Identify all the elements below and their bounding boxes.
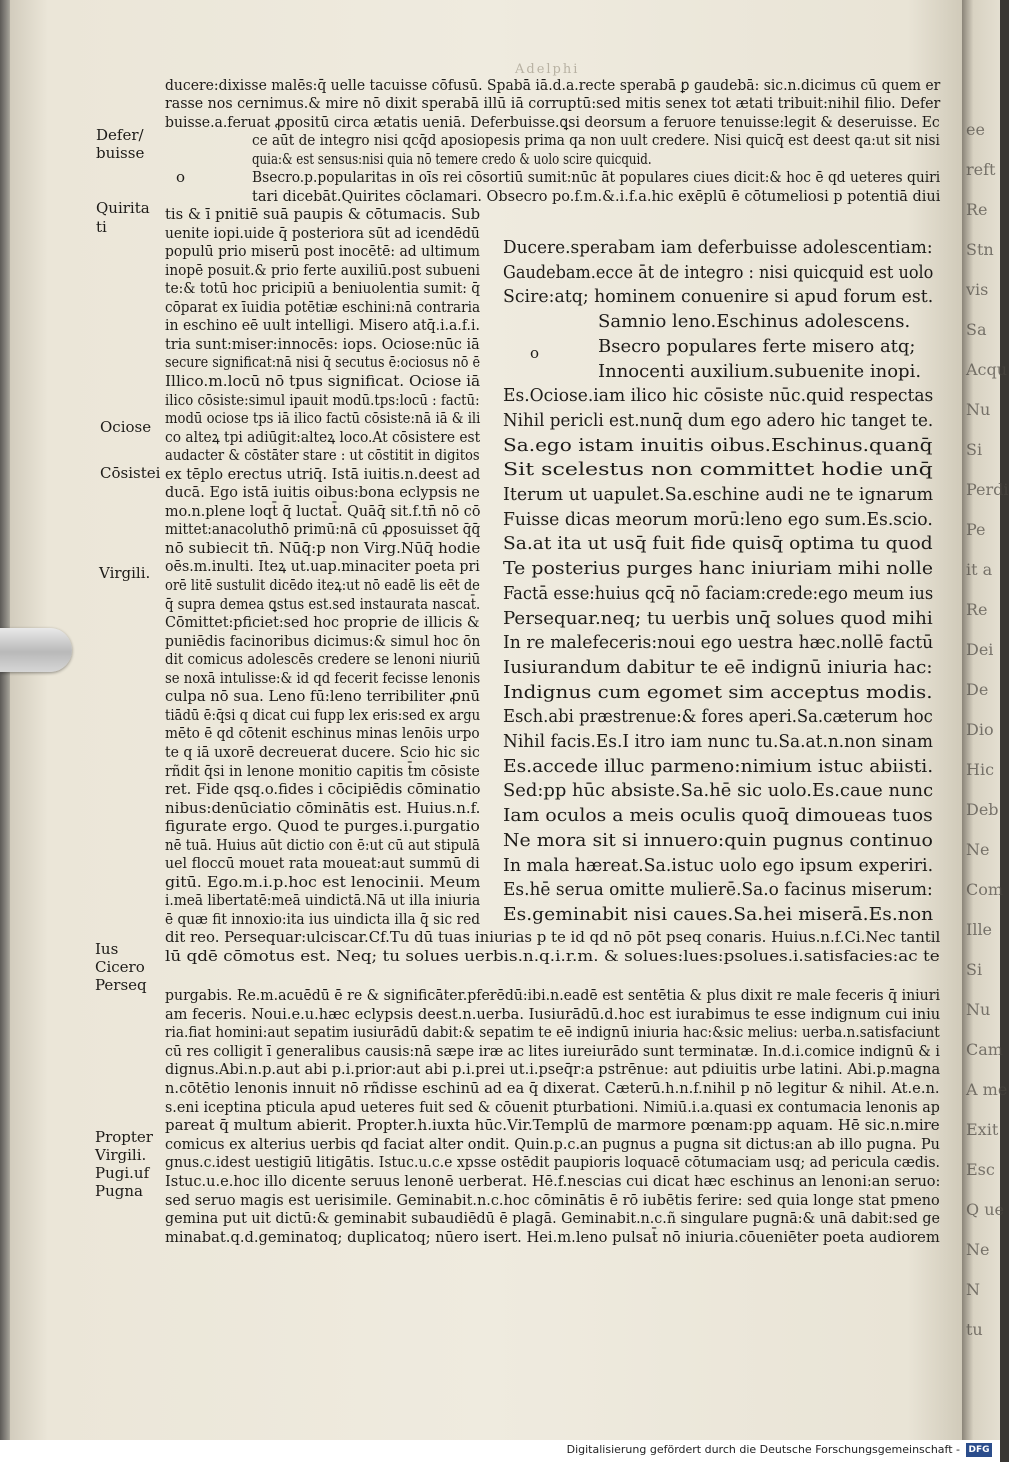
initial-guide-letter: o: [530, 344, 540, 362]
commentary-line: mittet:anacoluthō primū:nā cū ꝓposuisset q̄q̄: [165, 520, 481, 539]
verse-line: Bsecro populares ferte misero atq;: [598, 335, 916, 357]
commentary-line: uel floccū mouet rata moueat:aut summū di: [165, 854, 480, 873]
adjacent-page-fragment: Hic: [966, 760, 995, 779]
commentary-line: dit comicus adolescēs credere se lenoni niuriū: [165, 650, 481, 669]
commentary-line: puniēdis facinoribus dicimus:& simul hoc ōn: [165, 631, 481, 650]
margin-note: Propter: [95, 1128, 153, 1146]
commentary-line: mēto ē qd cōtenit eschinus minas lenōis urpo: [165, 724, 480, 743]
commentary-line: purgabis. Re.m.acuēdū ē re & significāter.pferēdū:ibi.n.eadē est sentētia & plus dixit re male feceris q̄ iniuri: [165, 986, 940, 1004]
adjacent-page-fragment: Dei: [966, 640, 994, 659]
margin-note: Virgili.: [99, 564, 151, 582]
verse-line: Sa.at ita ut usq̄ fuit fide quisq̄ optima tu quod: [503, 533, 933, 555]
dfg-logo: DFG: [966, 1443, 992, 1457]
commentary-line: nō subiecit tn̄. Nūq̄:p non Virg.Nūq̄ hodie: [165, 538, 481, 557]
commentary-line: culpa nō sua. Leno fū:leno terribiliter ꝓnū: [165, 687, 480, 706]
margin-note: Cōsistei: [100, 464, 161, 482]
verse-line: Es.hē serua omitte mulierē.Sa.o facinus miserum:: [503, 879, 933, 901]
adjacent-page-fragment: Re: [966, 200, 988, 219]
commentary-line: ē quæ fit innoxio:ita ius uindicta illa q̄ sic red: [165, 909, 480, 928]
verse-line: Factā esse:huius qcq̄ nō faciam:crede:ego meum ius: [503, 582, 934, 604]
commentary-line: lū qdē cōmotus est. Neq; tu solues uerbis.n.q.i.r.m. & solues:lues:psolues.i.satisfacies:ac te: [165, 947, 940, 965]
commentary-line: buisse.a.feruat ꝓpositū circa ætatis ueniā. Deferbuisse.ꝗsi deorsum a feruore tenuisse:legit & deseruisse. Ec: [165, 113, 940, 131]
commentary-line: q̄ supra demea ꝗstus est.sed instaurata nascat̄.: [165, 594, 481, 613]
adjacent-page-fragment: De: [966, 680, 989, 699]
adjacent-page-fragment: Ille: [966, 920, 993, 939]
commentary-line: ex tēplo erectus utriq̄. Istā iuitis.n.deest ad: [165, 464, 481, 483]
adjacent-page-fragment: tu: [966, 1320, 983, 1339]
commentary-line: secure significat:nā nisi q̄ secutus ē:ociosus nō ē: [165, 353, 481, 372]
verse-line: Sed:pp hūc absiste.Sa.hē sic uolo.Es.caue nunc: [503, 780, 934, 802]
commentary-line: Istuc.u.e.hoc illo dicente seruus lenonē uerberat. Hē.f.nescias cui dicat hæc eschinus an lenoni:an seruo:: [165, 1172, 941, 1190]
verse-line: Scire:atq; hominem conuenire si apud forum est.: [503, 286, 934, 308]
initial-guide-letter: o: [176, 168, 186, 186]
funding-note: Digitalisierung gefördert durch die Deutsche Forschungsgemeinschaft -: [566, 1443, 960, 1456]
verse-line: In re malefeceris:noui ego uestra hæc.nollē factū: [503, 632, 934, 654]
adjacent-page-fragment: reft: [966, 160, 996, 179]
verse-line: Iusiurandum dabitur te eē indignū iniuria hac:: [503, 656, 933, 678]
commentary-line: uenite iopi.uide q̄ posteriora sūt ad icendēdū: [165, 223, 480, 242]
adjacent-page-fragment: Si: [966, 440, 983, 459]
adjacent-page-edge: [962, 0, 1009, 1440]
verse-line: Fuisse dicas meorum morū:leno ego sum.Es.scio.: [503, 508, 933, 530]
commentary-line: nē tuā. Huius aūt dictio con ē:ut cū aut stipulā: [165, 835, 480, 854]
margin-note: Pugna: [95, 1182, 143, 1200]
verse-line: Nihil facis.Es.I itro iam nunc tu.Sa.at.n.non sinam: [503, 731, 933, 752]
adjacent-page-fragment: Com: [966, 880, 1004, 899]
commentary-line: ret. Fide qsq.o.fides i cōcipiēdis cōminatio: [165, 780, 481, 799]
commentary-line: gemina put uit dictū:& geminabit subaudiēdū ē plagā. Geminabit.n.c.ñ singulare pugnā:& unā dabit:sed ge: [165, 1209, 940, 1228]
adjacent-page-fragment: Pe: [966, 520, 986, 539]
commentary-line: minabat.q.d.geminatoq; duplicatoq; nūero isert. Hei.m.leno pulsat̄ nō iniuria.cōueniēter poeta audiorem: [165, 1227, 940, 1246]
verse-line: Samnio leno.Eschinus adolescens.: [598, 311, 911, 333]
margin-note: Ociose: [100, 418, 152, 436]
commentary-line: quia:& est sensus:nisi quia nō temere credo & uolo scire quicquid.: [252, 150, 652, 168]
verse-line: Nihil pericli est.nunq̄ dum ego adero hic tanget te.: [503, 409, 934, 431]
margin-note: buisse: [96, 144, 145, 162]
commentary-line: tari dicebāt.Quirites cōclamari. Obsecro po.f.m.&.i.f.a.hic exēplū ē cōtumeliosi p potentiā diui: [252, 187, 941, 205]
adjacent-page-fragment: Esc: [966, 1160, 995, 1179]
paper-clip: [0, 628, 72, 672]
margin-note: ti: [96, 218, 107, 236]
adjacent-page-fragment: Acqu: [966, 360, 1008, 379]
margin-note: Pugi.uf: [95, 1164, 150, 1182]
margin-note: Quirita: [96, 199, 150, 217]
verse-line: Sit scelestus non committet hodie unq̄: [503, 459, 933, 481]
commentary-line: tiādū ē:q̄si q dicat cui fupp lex eris:sed ex argu: [165, 705, 481, 724]
verse-line: Es.geminabit nisi caues.Sa.hei miserā.Es.non: [503, 903, 934, 925]
adjacent-page-fragment: vis: [966, 280, 989, 299]
verse-line: Es.accede illuc parmeno:nimium istuc abiisti.: [503, 755, 934, 777]
commentary-line: ce aūt de integro nisi qcq̄d aposiopesis prima qa non uult credere. Nisi quicq̄ est deest qa:ut sit nisi: [252, 131, 940, 149]
margin-note: Virgili.: [95, 1146, 147, 1164]
commentary-line: rñdit q̄si in lenone monitio capitis t̄m cōsiste: [165, 761, 480, 780]
commentary-line: am feceris. Noui.e.u.hæc eclypsis deest.n.uerba. Iusiurādū.d.hoc est iurabimus te esse indignum cui iniu: [165, 1004, 941, 1023]
commentary-line: rasse nos cernimus.& mire nō dixit sperabā illū iā corruptū:sed mitis senex tot ætati tribuit:nihil filio. Defer: [165, 94, 941, 112]
adjacent-page-fragment: Dio: [966, 720, 994, 739]
adjacent-page-fragment: Stn: [966, 240, 994, 259]
adjacent-page-fragment: Ne: [966, 840, 990, 859]
adjacent-page-fragment: A me: [966, 1080, 1008, 1099]
commentary-line: ducā. Ego istā iuitis oibus:bona eclypsis ne: [165, 483, 480, 502]
commentary-line: te:& totū hoc pricipiū a beniuolentia sumit: q̄: [165, 279, 481, 298]
adjacent-page-fragment: Sa: [966, 320, 987, 339]
adjacent-page-fragment: Re: [966, 600, 988, 619]
commentary-line: in eschino eē uult intelligi. Misero atq̄.i.a.f.i.: [165, 316, 480, 335]
verse-line: Te posterius purges hanc iniuriam mihi nolle: [503, 558, 934, 580]
commentary-line: oēs.m.inulti. Iteꝝ ut.uap.minaciter poeta pri: [165, 557, 480, 576]
margin-note: Cicero: [95, 958, 145, 976]
adjacent-page-fragment: Ne: [966, 1240, 990, 1259]
commentary-line: ria.fiat homini:aut sepatim iusiurādū dabit:& sepatim te eē indignū iniuria hac:&sic melius: uerba.n.satisfaciunt: [165, 1023, 940, 1042]
commentary-line: audacter & cōstāter stare : ut cōstitit in digitos: [165, 446, 480, 465]
commentary-line: Illico.m.locū nō tpus significat. Ociose iā: [165, 371, 481, 390]
commentary-line: cū res colligit ī generalibus causis:nā sæpe iræ ac lites iureiurādo sunt terminatæ. In.d.i.comice indignū & i: [165, 1041, 940, 1060]
commentary-line: s.eni iceptina pticula apud ueteres fuit sed & cōuenit pturbationi. Nimiū.i.a.quasi ex contumacia lenonis ap: [165, 1097, 940, 1116]
commentary-line: co alteꝝ tpi adiūgit:alteꝝ loco.At cōsistere est: [165, 427, 481, 446]
adjacent-page-fragment: Q ue: [966, 1200, 1004, 1219]
commentary-line: ilico cōsiste:simul ipauit modū.tps:locū : factū:: [165, 390, 480, 409]
adjacent-page-fragment: Cam: [966, 1040, 1003, 1059]
adjacent-page-fragment: it a: [966, 560, 993, 579]
commentary-line: cōparat ex īuidia potētiæ eschini:nā contraria: [165, 297, 481, 316]
commentary-line: mo.n.plene loqt̄ q̄ luctat̄. Quāq̄ sit.f.tn̄ nō cō: [165, 501, 481, 520]
commentary-line: se noxā intulisse:& id qd fecerit fecisse lenonis: [165, 668, 481, 687]
verse-line: Iterum ut uapulet.Sa.eschine audi ne te ignarum: [503, 484, 934, 505]
commentary-line: modū ociose tps iā ilico factū cōsiste:nā iā & ili: [165, 409, 481, 428]
commentary-line: te q iā uxorē decreuerat ducere. Scio hic sic: [165, 742, 480, 761]
adjacent-page-fragment: Perdi: [966, 480, 1009, 499]
adjacent-page-fragment: Exit: [966, 1120, 999, 1139]
commentary-line: inopē posuit.& prio ferte auxiliū.post subueni: [165, 260, 481, 279]
margin-note: Defer/: [96, 126, 144, 144]
verse-line: Sa.ego istam inuitis oibus.Eschinus.quanq̄: [503, 434, 933, 456]
adjacent-page-fragment: Deb: [966, 800, 999, 819]
verse-line: Innocenti auxilium.subuenite inopi.: [598, 360, 922, 382]
commentary-line: dignus.Abi.n.p.aut abi p.i.prior:aut abi p.i.prei ut.i.pseq̄r:a pstrēnue: aut pdiuitis urbe latini. Abi.p.magna: [165, 1060, 941, 1079]
commentary-line: gnus.c.idest uestigiū litigātis. Istuc.u.c.e xpsse ostēdit paupioris loquacē cōtumaciam usq; ad pericula cædis.: [165, 1153, 940, 1172]
adjacent-page-fragment: Nu: [966, 400, 991, 419]
footer-bar: [0, 1440, 1000, 1462]
commentary-line: tria sunt:miser:innocēs: iops. Ociose:nūc iā: [165, 334, 480, 353]
commentary-line: figurate ergo. Quod te purges.i.purgatio: [165, 817, 480, 836]
commentary-line: sed seruo magis est uerisimile. Geminabit.n.c.hoc cōminātis ē rō iubētis ferire: sed quia longe stat pmeno: [165, 1190, 940, 1209]
commentary-line: tis & ī pnitiē suā paupis & cōtumacis. Sub: [165, 205, 481, 223]
commentary-line: pareat q̄ multum abierit. Propter.h.iuxta hūc.Vir.Templū de marmore pœnam:pp aquam. Hē sic.n.mire: [165, 1116, 940, 1135]
verse-line: Esch.abi præstrenue:& fores aperi.Sa.cæterum hoc: [503, 706, 933, 728]
verse-line: Persequar.neq; tu uerbis unq̄ solues quod mihi: [503, 607, 933, 629]
commentary-line: comicus ex alterius uerbis qd faciat alter ondit. Quin.p.c.an pugnus a pugna sit dictus:an ab illo pugna. Pu: [165, 1134, 940, 1153]
commentary-line: Cōmittet:pficiet:sed hoc proprie de illicis &: [165, 613, 480, 632]
commentary-line: populū prio miserū post inocētē: ad ultimum: [165, 242, 481, 261]
commentary-line: gitū. Ego.m.i.p.hoc est lenocinii. Meum: [165, 872, 481, 891]
adjacent-page-fragment: N: [966, 1280, 980, 1299]
printed-page: [10, 0, 965, 1440]
adjacent-page-fragment: Nu: [966, 1000, 991, 1019]
commentary-line: orē litē sustulit dicēdo iteꝝ:ut nō eadē lis eēt de: [165, 576, 480, 594]
verse-line: Es.Ociose.iam ilico hic cōsiste nūc.quid respectas: [503, 385, 934, 407]
verse-line: In mala hæreat.Sa.istuc uolo ego ipsum experiri.: [503, 854, 934, 876]
margin-note: Ius: [95, 940, 119, 958]
margin-note: Perseq: [95, 976, 147, 994]
verse-line: Indignus cum egomet sim acceptus modis.: [503, 681, 933, 703]
commentary-line: ducere:dixisse malēs:q̄ uelle tacuisse cōfusū. Spabā iā.d.a.recte sperabā ꝑ gaudebā: sic.n.dicimus cū quem er: [165, 76, 941, 94]
verse-line: Ne mora sit si innuero:quin pugnus continuo: [503, 829, 933, 851]
running-header: Adelphi: [515, 62, 580, 77]
adjacent-page-fragment: Si: [966, 960, 983, 979]
verse-line: Ducere.sperabam iam deferbuisse adolescentiam:: [503, 237, 933, 258]
commentary-line: nibus:denūciatio cōminātis est. Huius.n.f.: [165, 798, 481, 817]
commentary-line: i.meā libertatē:meā uindictā.Nā ut illa iniuria: [165, 891, 481, 910]
verse-line: Gaudebam.ecce āt de integro : nisi quicquid est uolo: [503, 261, 934, 283]
adjacent-page-fragment: ee: [966, 120, 985, 139]
commentary-line: n.cōtētio lenonis innuit nō rñdisse eschinū ad ea q̄ dixerat. Cæterū.h.n.f.nihil p nō legitur & nihil. At.e.n.: [165, 1079, 940, 1097]
verse-line: Iam oculos a meis oculis quoq̄ dimoueas tuos: [503, 805, 933, 827]
commentary-line: Bsecro.p.popularitas in oīs rei cōsortiū sumit:nūc āt populares ciues dicit:& hoc ē qd ueteres quiri: [252, 168, 941, 186]
commentary-line: dit reo. Persequar:ulciscar.Cf.Tu dū tuas iniurias p te id qd nō pōt pseq conaris. Huius.n.f.Ci.Nec tantil: [165, 928, 941, 947]
